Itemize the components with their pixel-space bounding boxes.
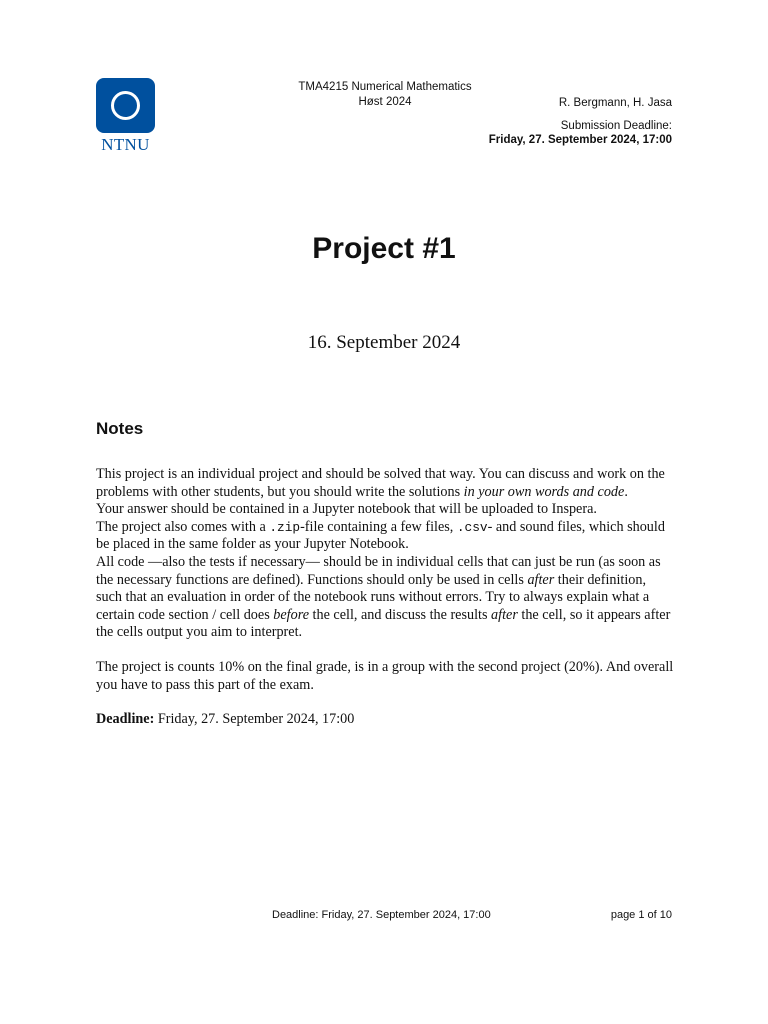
page-title: Project #1: [312, 232, 456, 265]
notes-heading: Notes: [96, 419, 144, 438]
authors: R. Bergmann, H. Jasa: [558, 97, 672, 109]
footer-deadline: Deadline: Friday, 27. September 2024, 17:00: [272, 909, 491, 921]
paragraph-grading: The project is counts 10% on the final grade, is in a group with the second project (20%). And overall you have to pass this part of the exam.: [96, 658, 674, 693]
logo-wordmark: NTNU: [101, 135, 150, 154]
logo-ring-icon: [111, 91, 140, 120]
paragraph-files: The project also comes with a .zip-file containing a few files, .csv- and sound files, which should be placed in the same folder as your Jupyter Notebook.: [96, 518, 665, 553]
deadline-value: Friday, 27. September 2024, 17:00: [154, 711, 355, 728]
footer-page-number: page 1 of 10: [610, 909, 672, 921]
semester: Høst 2024: [358, 96, 412, 108]
paragraph-code-cells: All code —also the tests if necessary— should be in individual cells that can just be run (as soon as the necessary functions are defined). Functions should only be used in cells after their definition, such that an evaluation in order of the notebook runs without errors. Try to always explain what a certain code section / cell does before the cell, and discuss the results after the cell, so it appears after the cells output you aim to interpret.: [96, 553, 671, 641]
submission-deadline-label: Submission Deadline:: [560, 120, 672, 132]
document-date: 16. September 2024: [307, 332, 461, 353]
paragraph-deadline: [96, 711, 674, 729]
logo-square: [96, 78, 155, 133]
notes-body: [96, 466, 674, 729]
ntnu-logo: [96, 78, 155, 158]
course-name: TMA4215 Numerical Mathematics: [298, 81, 472, 93]
paragraph-individual-project: This project is an individual project and should be solved that way. You can discuss and work on the problems with other students, but you should write the solutions in your own words and code.: [96, 466, 665, 500]
paragraph-jupyter: Your answer should be contained in a Jupyter notebook that will be uploaded to Inspera.: [96, 501, 597, 518]
submission-deadline-date: Friday, 27. September 2024, 17:00: [488, 134, 672, 146]
deadline-label: Deadline:: [96, 711, 155, 728]
course-info: [285, 80, 485, 110]
